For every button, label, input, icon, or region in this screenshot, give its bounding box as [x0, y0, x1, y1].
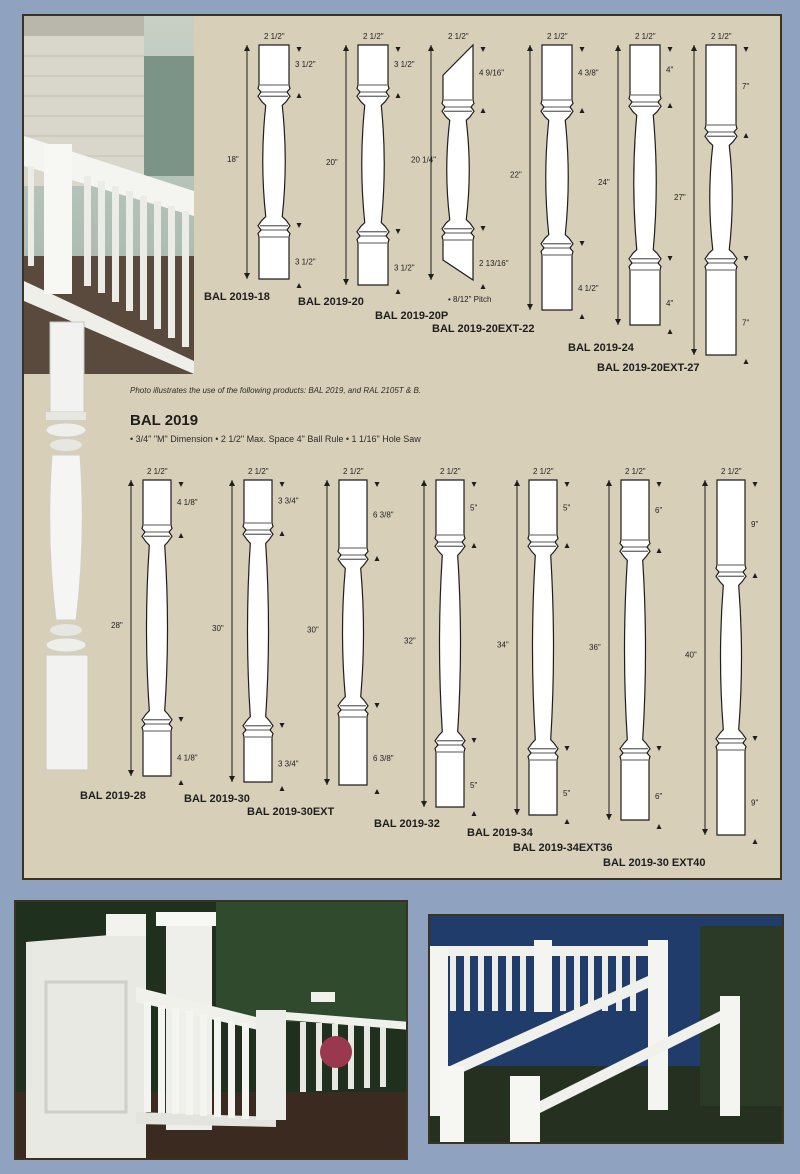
bottom-row-5-height-arrow-head-bottom [606, 814, 612, 820]
top-row-5-top-tick-a [744, 47, 749, 52]
top-row-0-baluster [258, 45, 290, 279]
bottom-row-4-height-arrow-head-bottom [514, 809, 520, 815]
bottom-row-5-height-label: 36" [589, 643, 601, 652]
bottom-row-3-bottom-label: 5" [470, 780, 478, 790]
bottom-row-6-height-label: 40" [685, 650, 697, 660]
product-title: BAL 2019 [130, 412, 199, 429]
bottom-row-0-height-arrow-head-bottom [128, 770, 134, 776]
bottom-row-2-height-arrow-head-bottom [324, 779, 330, 785]
label-bal-2019-30-ext40: BAL 2019-30 EXT40 [603, 857, 706, 869]
top-row-2-top-tick-b [481, 108, 486, 113]
top-row-3-baluster [541, 45, 573, 310]
top-row-2-bottom-label: 2 13/16" [479, 259, 509, 268]
bottom-row-4-bottom-tick-a [565, 746, 570, 751]
top-row-4-top-label: 4" [666, 65, 674, 75]
top-row-1-bottom-tick-b [396, 289, 401, 294]
top-row-5-height-arrow-head-top [691, 45, 697, 51]
bottom-row-0-height-label: 28" [111, 621, 123, 630]
bottom-row-5-width-label: 2 1/2" [625, 467, 646, 476]
bottom-row-4-height-label: 34" [497, 640, 509, 650]
bottom-row-2-top-tick-b [375, 556, 380, 561]
top-row-2-top-label: 4 9/16" [479, 68, 505, 78]
top-row-5-top-label: 7" [742, 82, 750, 91]
top-row-4-height-label: 24" [598, 178, 610, 187]
label-bal-2019-20ext-27: BAL 2019-20EXT-27 [597, 362, 700, 374]
top-row-3-width-label: 2 1/2" [547, 32, 568, 41]
bottom-row-3-baluster [435, 480, 465, 807]
label-bal-2019-20p: BAL 2019-20P [375, 310, 449, 322]
exterior-stair-photo [428, 914, 784, 1144]
bottom-row-0-height-arrow-head-top [128, 480, 134, 486]
top-row-1-top-label: 3 1/2" [394, 60, 415, 69]
bottom-row-4-top-label: 5" [563, 503, 571, 513]
top-row-5-width-label: 2 1/2" [711, 32, 732, 41]
bottom-row-1-bottom-label: 3 3/4" [278, 759, 299, 769]
label-bal-2019-24: BAL 2019-24 [568, 342, 634, 354]
bottom-row-5-top-label: 6" [655, 506, 663, 515]
bottom-row-1-bottom-tick-b [280, 786, 285, 791]
label-bal-2019-18: BAL 2019-18 [204, 291, 270, 303]
bottom-row-1-top-tick-b [280, 531, 285, 536]
top-row-0-bottom-tick-a [297, 223, 302, 228]
top-row-1-top-tick-a [396, 47, 401, 52]
bottom-row-1-width-label: 2 1/2" [248, 467, 269, 476]
bottom-row-3-top-tick-b [472, 543, 477, 548]
bottom-row-6-baluster [716, 480, 746, 835]
bottom-row-0-top-label: 4 1/8" [177, 497, 198, 507]
top-row-4-top-tick-b [668, 103, 673, 108]
bottom-row-6-width-label: 2 1/2" [721, 467, 742, 476]
bottom-row-6-top-tick-a [753, 482, 758, 487]
bottom-row-3-height-arrow-head-top [421, 480, 427, 486]
top-row-4-height-arrow-head-top [615, 45, 621, 51]
top-row-2-bottom-tick-b [481, 284, 486, 289]
top-row-1-width-label: 2 1/2" [363, 32, 384, 41]
bottom-row-1-top-label: 3 3/4" [278, 496, 299, 506]
top-row-3-bottom-label: 4 1/2" [578, 283, 599, 293]
bottom-row-2-height-arrow-head-top [324, 480, 330, 486]
top-row-2-height-label: 20 1/4" [411, 155, 437, 165]
bottom-row-0-bottom-tick-a [179, 717, 184, 722]
top-row-2-note: • 8/12" Pitch [448, 295, 492, 304]
label-bal-2019-34: BAL 2019-34 [467, 827, 533, 839]
top-row-1-height-arrow-head-bottom [343, 279, 349, 285]
top-row-0-bottom-label: 3 1/2" [295, 257, 316, 267]
top-row-3-height-arrow-head-bottom [527, 304, 533, 310]
bottom-row-4-top-tick-a [565, 482, 570, 487]
bottom-row-3-height-arrow-head-bottom [421, 801, 427, 807]
bottom-row-5-top-tick-a [657, 482, 662, 487]
label-bal-2019-30ext: BAL 2019-30EXT [247, 806, 335, 818]
top-row-0-height-arrow-head-bottom [244, 273, 250, 279]
bottom-row-2-bottom-label: 6 3/8" [373, 754, 394, 764]
bottom-row-3-width-label: 2 1/2" [440, 467, 461, 476]
bottom-row-6-height-arrow-head-bottom [702, 829, 708, 835]
bottom-row-5-height-arrow-head-top [606, 480, 612, 486]
top-row-5-bottom-tick-b [744, 359, 749, 364]
bottom-row-3-top-tick-a [472, 482, 477, 487]
top-row-4-baluster [629, 45, 661, 325]
bottom-row-6-height-arrow-head-top [702, 480, 708, 486]
top-row-3-height-arrow-head-top [527, 45, 533, 51]
top-row-0-width-label: 2 1/2" [264, 32, 285, 41]
label-bal-2019-30: BAL 2019-30 [184, 793, 250, 805]
top-row-2-height-arrow-head-bottom [428, 274, 434, 280]
bottom-row-5-bottom-tick-a [657, 746, 662, 751]
bottom-row-4-baluster [528, 480, 558, 815]
bottom-row-3-bottom-tick-a [472, 738, 477, 743]
top-row-3-top-tick-a [580, 47, 585, 52]
bottom-row-2-baluster [338, 480, 368, 785]
bottom-row-3-top-label: 5" [470, 503, 478, 513]
top-row-0-height-arrow-head-top [244, 45, 250, 51]
bottom-row-0-baluster [142, 480, 172, 776]
bottom-row-6-bottom-label: 9" [751, 798, 759, 808]
label-bal-2019-34ext36: BAL 2019-34EXT36 [513, 842, 613, 854]
top-row-4-bottom-tick-b [668, 329, 673, 334]
bottom-row-0-top-tick-a [179, 482, 184, 487]
bottom-row-4-top-tick-b [565, 543, 570, 548]
bottom-row-3-bottom-tick-b [472, 811, 477, 816]
bottom-row-2-bottom-tick-a [375, 703, 380, 708]
top-row-5-height-arrow-head-bottom [691, 349, 697, 355]
bottom-row-0-width-label: 2 1/2" [147, 467, 168, 476]
top-row-5-baluster [705, 45, 737, 355]
photo-caption: Photo illustrates the use of the following products: BAL 2019, and RAL 2105T & B. [130, 386, 421, 395]
bottom-row-1-height-arrow-head-bottom [229, 776, 235, 782]
top-row-4-bottom-tick-a [668, 256, 673, 261]
top-row-0-top-tick-b [297, 93, 302, 98]
bottom-row-4-width-label: 2 1/2" [533, 467, 554, 476]
bottom-row-4-height-arrow-head-top [514, 480, 520, 486]
top-row-5-top-tick-b [744, 133, 749, 138]
bottom-row-2-top-tick-a [375, 482, 380, 487]
bottom-row-5-baluster [620, 480, 650, 820]
bottom-row-5-bottom-tick-b [657, 824, 662, 829]
top-row-0-bottom-tick-b [297, 283, 302, 288]
top-row-5-height-label: 27" [674, 193, 686, 202]
bottom-row-6-top-tick-b [753, 573, 758, 578]
top-row-2-bottom-tick-a [481, 226, 486, 231]
top-row-4-bottom-label: 4" [666, 298, 674, 308]
bottom-row-1-top-tick-a [280, 482, 285, 487]
top-row-0-top-label: 3 1/2" [295, 60, 316, 69]
label-bal-2019-28: BAL 2019-28 [80, 790, 146, 802]
top-row-1-bottom-tick-a [396, 229, 401, 234]
top-row-4-top-tick-a [668, 47, 673, 52]
bottom-row-1-bottom-tick-a [280, 723, 285, 728]
bottom-row-4-bottom-tick-b [565, 819, 570, 824]
top-row-4-height-arrow-head-bottom [615, 319, 621, 325]
top-row-3-top-label: 4 3/8" [578, 68, 599, 78]
product-specs: • 3/4" "M" Dimension • 2 1/2" Max. Space 4" Ball Rule • 1 1/16" Hole Saw [130, 434, 421, 444]
bottom-row-1-height-arrow-head-top [229, 480, 235, 486]
top-row-2-top-tick-a [481, 47, 486, 52]
top-row-1-baluster [357, 45, 389, 285]
top-row-4-width-label: 2 1/2" [635, 32, 656, 41]
top-row-3-bottom-tick-b [580, 314, 585, 319]
top-row-1-height-arrow-head-top [343, 45, 349, 51]
bottom-row-5-top-tick-b [657, 548, 662, 553]
label-bal-2019-20: BAL 2019-20 [298, 296, 364, 308]
bottom-row-2-top-label: 6 3/8" [373, 510, 394, 520]
bottom-row-0-bottom-tick-b [179, 780, 184, 785]
bottom-row-6-bottom-tick-a [753, 736, 758, 741]
top-row-2-width-label: 2 1/2" [448, 32, 469, 41]
label-bal-2019-32: BAL 2019-32 [374, 818, 440, 830]
top-row-2-height-arrow-head-top [428, 45, 434, 51]
bottom-row-2-height-label: 30" [307, 625, 319, 635]
bottom-row-4-bottom-label: 5" [563, 788, 571, 798]
bottom-row-0-top-tick-b [179, 533, 184, 538]
bottom-row-3-height-label: 32" [404, 636, 416, 646]
top-row-1-height-label: 20" [326, 158, 338, 167]
top-row-5-bottom-tick-a [744, 256, 749, 261]
top-row-3-top-tick-b [580, 108, 585, 113]
bottom-row-5-bottom-label: 6" [655, 792, 663, 801]
bottom-row-0-bottom-label: 4 1/8" [177, 753, 198, 763]
top-row-0-height-label: 18" [227, 155, 239, 164]
top-row-3-bottom-tick-a [580, 241, 585, 246]
top-row-1-top-tick-b [396, 93, 401, 98]
bottom-row-2-width-label: 2 1/2" [343, 467, 364, 476]
bottom-row-6-bottom-tick-b [753, 839, 758, 844]
bottom-row-1-height-label: 30" [212, 624, 224, 633]
top-row-2-baluster [442, 45, 474, 280]
bottom-row-6-top-label: 9" [751, 519, 759, 529]
label-bal-2019-20ext-22: BAL 2019-20EXT-22 [432, 323, 535, 335]
bottom-row-2-bottom-tick-b [375, 789, 380, 794]
top-row-5-bottom-label: 7" [742, 318, 750, 328]
top-row-0-top-tick-a [297, 47, 302, 52]
deck-stair-photo [14, 900, 408, 1160]
top-row-3-height-label: 22" [510, 170, 522, 180]
top-row-1-bottom-label: 3 1/2" [394, 263, 415, 273]
